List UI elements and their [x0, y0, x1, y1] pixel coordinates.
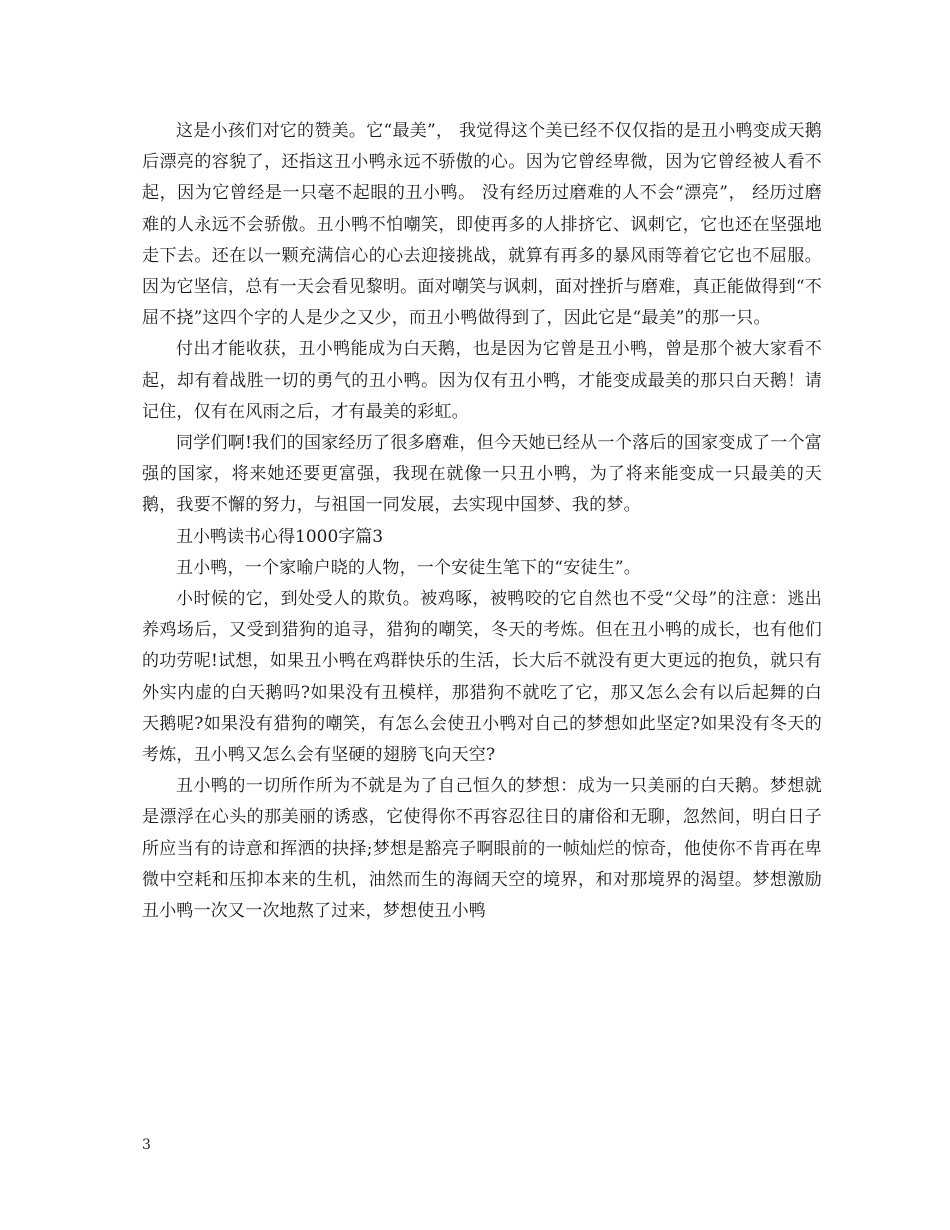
paragraph: 付出才能收获，丑小鸭能成为白天鹅，也是因为它曾是丑小鸭，曾是那个被大家看不起，却有着战胜一切的勇气的丑小鸭。因为仅有丑小鸭，才能变成最美的那只白天鹅！请记住，仅有在风雨之后，才有最美的彩虹。 — [142, 339, 822, 422]
paragraph: 丑小鸭，一个家喻户晓的人物，一个安徒生笔下的“安徒生”。 — [176, 557, 641, 578]
paragraph: 同学们啊!我们的国家经历了很多磨难，但今天她已经从一个落后的国家变成了一个富强的国家，将来她还要更富强，我现在就像一只丑小鸭，为了将来能变成一只最美的天鹅，我要不懈的努力，与祖国一同发展，去实现中国梦、我的梦。 — [142, 433, 822, 516]
document-body — [142, 116, 822, 927]
paragraph: 丑小鸭的一切所作所为不就是为了自己恒久的梦想：成为一只美丽的白天鹅。梦想就是漂浮在心头的那美丽的诱惑，它使得你不再容忍往日的庸俗和无聊，忽然间，明白日子所应当有的诗意和挥洒的抉择;梦想是豁亮子啊眼前的一帧灿烂的惊奇，他使你不肯再在卑微中空耗和压抑本来的生机，油然而生的海阔天空的境界，和对那境界的渴望。梦想激励丑小鸭一次又一次地熬了过来，梦想使丑小鸭 — [142, 776, 822, 922]
page-number: 3 — [142, 1137, 151, 1153]
paragraph: 这是小孩们对它的赞美。它“最美”， 我觉得这个美已经不仅仅指的是丑小鸭变成天鹅后漂亮的容貌了，还指这丑小鸭永远不骄傲的心。因为它曾经卑微，因为它曾经被人看不起，因为它曾经是一只毫不起眼的丑小鸭。 没有经历过磨难的人不会“漂亮”， 经历过磨难的人永远不会骄傲。丑小鸭不怕嘲笑，即使再多的人排挤它、讽刺它，它也还在坚强地走下去。还在以一颗充满信心的心去迎接挑战，就算有再多的暴风雨等着它它也不屈服。因为它坚信，总有一天会看见黎明。面对嘲笑与讽刺，面对挫折与磨难，真正能做得到“不屈不挠”这四个字的人是少之又少，而丑小鸭做得到了，因此它是“最美”的那一只。 — [142, 121, 822, 329]
paragraph: 小时候的它，到处受人的欺负。被鸡啄，被鸭咬的它自然也不受“父母”的注意：逃出养鸡场后，又受到猎狗的追寻，猎狗的嘲笑，冬天的考炼。但在丑小鸭的成长，也有他们的功劳呢!试想，如果丑小鸭在鸡群快乐的生活，长大后不就没有更大更远的抱负，就只有外实内虚的白天鹅吗?如果没有丑模样，那猎狗不就吃了它，那又怎么会有以后起舞的白天鹅呢?如果没有猎狗的嘲笑，有怎么会使丑小鸭对自己的梦想如此坚定?如果没有冬天的考炼，丑小鸭又怎么会有坚硬的翅膀飞向天空? — [142, 589, 822, 766]
section-heading: 丑小鸭读书心得1000字篇3 — [176, 526, 384, 547]
